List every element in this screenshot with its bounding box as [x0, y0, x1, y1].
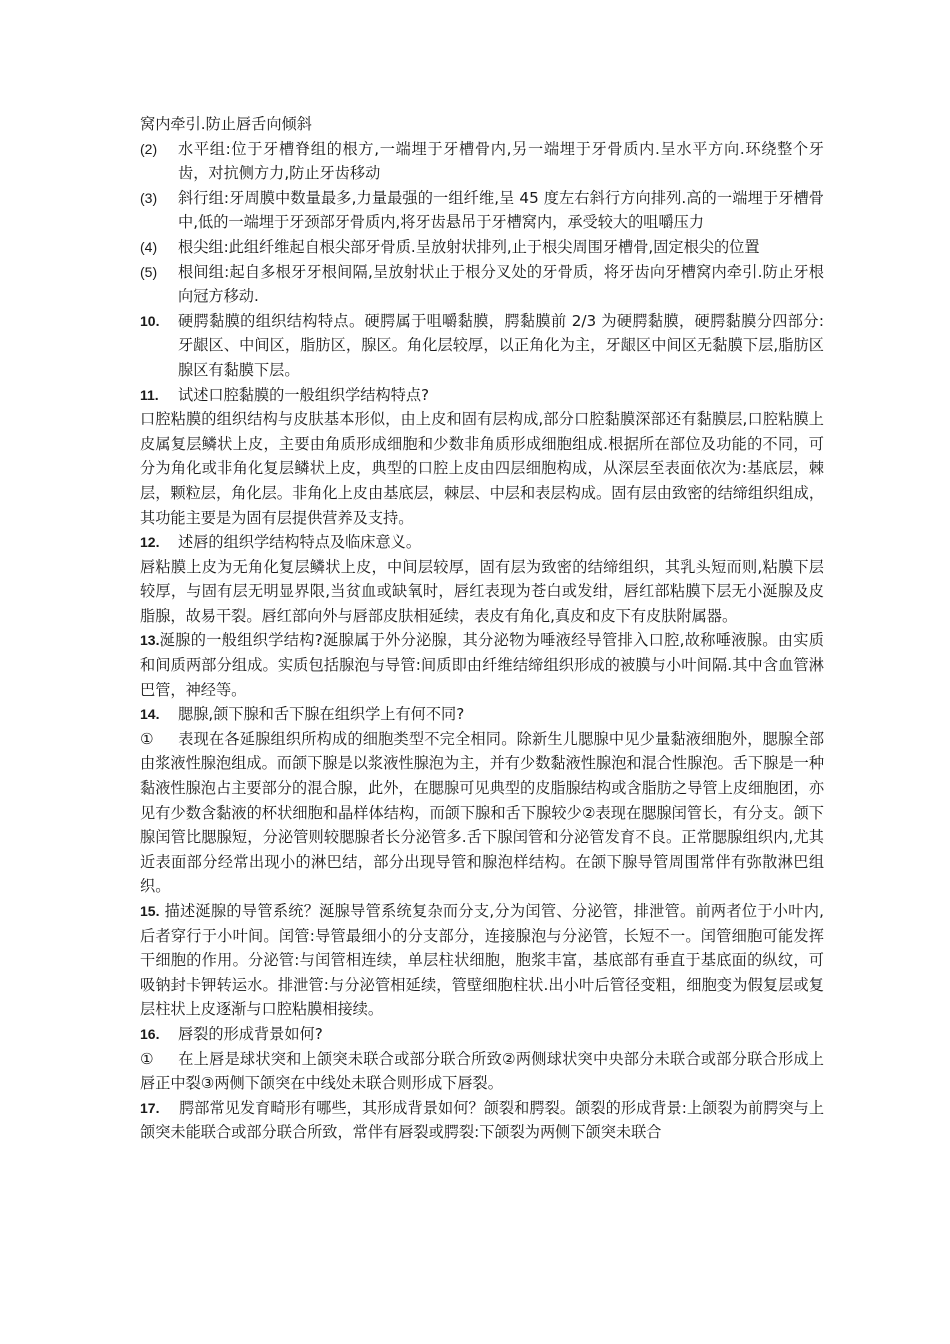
- circled-number: ①: [140, 729, 154, 748]
- circled-number: ①: [140, 1049, 154, 1068]
- item-text: 斜行组:牙周膜中数量最多,力量最强的一组纤维,呈 45 度左右斜行方向排列.高的一端埋于牙槽骨中,低的一端埋于牙颈部牙骨质内,将牙齿悬吊于牙槽窝内，承受较大的咀嚼压力: [178, 188, 824, 232]
- question-text: 述唇的组织学结构特点及临床意义。: [178, 533, 421, 552]
- question-14: [140, 702, 824, 727]
- question-number: 10.: [140, 312, 160, 329]
- item-number: (5): [140, 263, 158, 280]
- document-page: [140, 112, 824, 1145]
- answer-text: 表现在各延腺组织所构成的细胞类型不完全相同。除新生儿腮腺中见少量黏液细胞外，腮腺全部由浆液性腺泡组成。而颌下腺是以浆液性腺泡为主，并有少数黏液性腺泡和混合性腺泡。舌下腺是一种黏液性腺泡占主要部分的混合腺，此外，在腮腺可见典型的皮脂腺结构或含脂肪之导管上皮细胞团，亦见有少数含黏液的杯状细胞和晶样体结构，而颌下腺和舌下腺较少②表现在腮腺闰管长，有分支。颌下腺闰管比腮腺短，分泌管则较腮腺者长分泌管多.舌下腺闰管和分泌管发育不良。正常腮腺组织内,尤其近表面部分经常出现小的淋巴结，部分出现导管和腺泡样结构。在颌下腺导管周围常伴有弥散淋巴组织。: [140, 729, 824, 896]
- question-number: 15.: [140, 903, 160, 919]
- paragraph-continuation: [140, 112, 824, 137]
- item-text: 根尖组:此组纤维起自根尖部牙骨质.呈放射状排列,止于根尖周围牙槽骨,固定根尖的位置: [178, 237, 760, 256]
- question-text: 硬腭黏膜的组织结构特点。硬腭属于咀嚼黏膜，腭黏膜前 2/3 为硬腭黏膜，硬腭黏膜分四部分:牙龈区、中间区，脂肪区，腺区。角化层较厚，以正角化为主，牙龈区中间区无黏膜下层,脂肪区腺区有黏膜下层。: [178, 311, 824, 379]
- answer-text: 唇粘膜上皮为无角化复层鳞状上皮，中间层较厚，固有层为致密的结缔组织，其乳头短而则,粘膜下层较厚，与固有层无明显界限,当贫血或缺氧时，唇红表现为苍白或发绀，唇红部粘膜下层无小涎腺及皮脂腺，故易干裂。唇红部向外与唇部皮肤相延续，表皮有角化,真皮和皮下有皮肤附属器。: [140, 557, 824, 625]
- question-16: [140, 1022, 824, 1047]
- question-12: [140, 530, 824, 555]
- item-number: (2): [140, 140, 158, 157]
- item-text: 水平组:位于牙槽脊组的根方,一端埋于牙槽骨内,另一端埋于牙骨质内.呈水平方向.环绕整个牙齿，对抗侧方力,防止牙齿移动: [178, 139, 824, 183]
- question-text: 腭部常见发育畸形有哪些，其形成背景如何？颌裂和腭裂。颌裂的形成背景:上颌裂为前腭突与上颌突未能联合或部分联合所致，常伴有唇裂或腭裂:下颌裂为两侧下颌突未联合: [140, 1098, 825, 1142]
- answer-11: [140, 407, 824, 530]
- question-17: [140, 1096, 824, 1145]
- question-11: [140, 383, 824, 408]
- list-item-4: [140, 235, 824, 260]
- question-text: 涎腺的一般组织学结构?涎腺属于外分泌腺，其分泌物为唾液经导管排入口腔,故称唾液腺。由实质和间质两部分组成。实质包括腺泡与导管:间质即由纤维结缔组织形成的被膜与小叶间隔.其中含血管淋巴管，神经等。: [140, 631, 824, 699]
- question-10: [140, 309, 824, 383]
- question-text: 腮腺,颌下腺和舌下腺在组织学上有何不同?: [178, 705, 465, 724]
- item-number: (3): [140, 189, 158, 206]
- question-15: [140, 899, 824, 1022]
- question-number: 16.: [140, 1025, 160, 1042]
- question-number: 13.: [140, 632, 160, 649]
- question-text: 唇裂的形成背景如何?: [178, 1024, 323, 1043]
- question-text: 试述口腔黏膜的一般组织学结构特点?: [178, 385, 430, 404]
- question-number: 12.: [140, 534, 160, 551]
- list-item-5: [140, 260, 824, 309]
- item-text: 根间组:起自多根牙牙根间隔,呈放射状止于根分叉处的牙骨质，将牙齿向牙槽窝内牵引.防止牙根向冠方移动.: [178, 262, 824, 306]
- question-number: 17.: [140, 1099, 160, 1116]
- paragraph-text: 窝内牵引.防止唇舌向倾斜: [140, 115, 312, 133]
- answer-text: 在上唇是球状突和上颌突未联合或部分联合所致②两侧球状突中央部分未联合或部分联合形成上唇正中裂③两侧下颌突在中线处未联合则形成下唇裂。: [140, 1049, 824, 1093]
- answer-text: 口腔粘膜的组织结构与皮肤基本形似，由上皮和固有层构成,部分口腔黏膜深部还有黏膜层,口腔粘膜上皮属复层鳞状上皮，主要由角质形成细胞和少数非角质形成细胞组成.根据所在部位及功能的不同，可分为角化或非角化复层鳞状上皮，典型的口腔上皮由四层细胞构成，从深层至表面依次为:基底层，棘层，颗粒层，角化层。非角化上皮由基底层，棘层、中层和表层构成。固有层由致密的结缔组织组成，其功能主要是为固有层提供营养及支持。: [140, 410, 824, 527]
- question-number: 14.: [140, 706, 160, 723]
- question-number: 11.: [140, 386, 159, 403]
- question-text: 描述涎腺的导管系统？涎腺导管系统复杂而分支,分为闰管、分泌管，排泄管。前两者位于小叶内,后者穿行于小叶间。闰管:导管最细小的分支部分，连接腺泡与分泌管，长短不一。闰管细胞可能发挥干细胞的作用。分泌管:与闰管相连续，单层柱状细胞，胞浆丰富，基底部有垂直于基底面的纵纹，可吸钠封卡钾转运水。排泄管:与分泌管相延续，管壁细胞柱状.出小叶后管径变粗，细胞变为假复层或复层柱状上皮逐渐与口腔粘膜相接续。: [140, 902, 825, 1019]
- item-number: (4): [140, 238, 158, 255]
- answer-14: [140, 727, 824, 899]
- list-item-3: [140, 186, 824, 235]
- list-item-2: [140, 137, 824, 186]
- question-13: [140, 628, 824, 702]
- answer-12: [140, 555, 824, 629]
- answer-16: [140, 1047, 824, 1096]
